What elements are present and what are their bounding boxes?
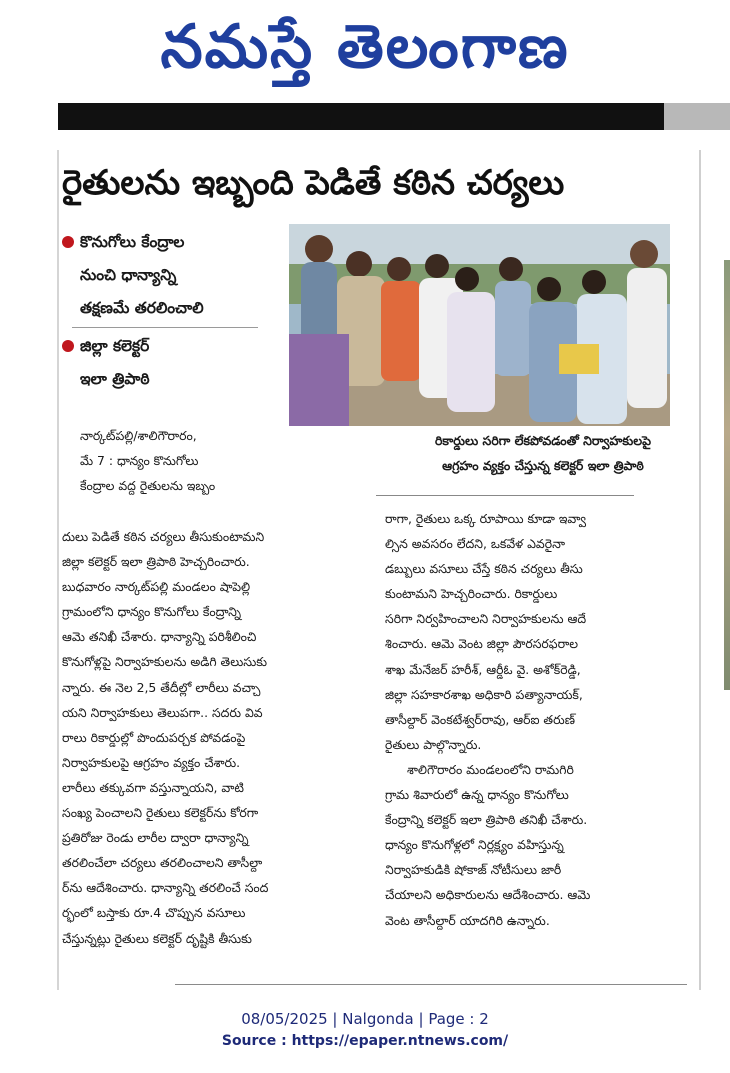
article-bottom-rule: [175, 984, 687, 985]
text-line: తాసీల్దార్ వెంకటేశ్వర్‌రావు, ఆర్ఐ తరుణ్: [385, 711, 575, 727]
adjacent-article-photo: [724, 260, 730, 690]
text-line: రాగా, రైతులు ఒక్క రూపాయి కూడా ఇవ్వా: [385, 511, 587, 526]
article-column-1: [62, 524, 377, 951]
text-line: ల్సిన అవసరం లేదని, ఒకవేళ ఎవరైనా: [385, 536, 565, 552]
text-line: శించారు. ఆమె వెంట జిల్లా పౌరసరఫరాల: [385, 636, 578, 652]
text-line: గ్రామంలోని ధాన్యం కొనుగోలు కేంద్రాన్ని: [62, 604, 242, 620]
page-footer: [0, 1008, 730, 1052]
masthead-black-bar: [58, 103, 664, 130]
masthead-logo: [140, 2, 590, 92]
text-line: సరిగా నిర్వహించాలని నిర్వాహకులను ఆదే: [385, 611, 587, 627]
highlight-line: తక్షణమే తరలించాలి: [80, 299, 204, 317]
text-line: కుంటామని హెచ్చరించారు. రికార్డులు: [385, 586, 558, 602]
text-line: రైతులు పాల్గొన్నారు.: [385, 736, 482, 752]
text-line: ర్‌ను ఆదేశించారు. ధాన్యాన్ని తరలించే సంద: [62, 880, 269, 896]
text-line: న్నారు. ఈ నెల 2,5 తేదీల్లో లారీలు వచ్చా: [62, 679, 261, 695]
photo-caption: [418, 428, 668, 498]
article-headline: రైతులను ఇబ్బంది పెడితే కఠిన చర్యలు: [62, 163, 565, 203]
highlight-line: జిల్లా కలెక్టర్: [80, 337, 150, 355]
text-line: లారీలు తక్కువగా వస్తున్నాయని, వాటి: [62, 779, 244, 795]
caption-line: రికార్డులు సరిగా లేకపోవడంతో నిర్వాహకులపై: [435, 433, 651, 448]
text-line: డబ్బులు వసూలు చేస్తే కఠిన చర్యలు తీసు: [385, 561, 583, 577]
text-line: ఆమె తనిఖీ చేశారు. ధాన్యాన్ని పరిశీలించి: [62, 629, 257, 645]
article-column-2: [385, 506, 690, 933]
text-line: యని నిర్వాహకులు తెలుపగా.. సదరు వివ: [62, 704, 263, 720]
photo-illustration: [289, 224, 670, 426]
text-line: చేస్తున్నట్లు రైతులు కలెక్టర్ దృష్టికి తీసుకు: [62, 930, 252, 946]
text-line: కేంద్రాల వద్ద రైతులను ఇబ్బం: [80, 478, 216, 494]
text-line: శాలిగౌరారం మండలంలోని రామగిరి: [407, 761, 574, 777]
masthead-title: నమస్తే తెలంగాణ: [160, 12, 570, 82]
highlight-line: ఇలా త్రిపాఠి: [80, 370, 150, 388]
highlight-item: [62, 330, 282, 396]
text-line: బుధవారం నార్కట్‌పల్లి మండలం షాపెల్లి: [62, 579, 251, 595]
text-line: సంఖ్య పెంచాలని రైతులు కలెక్టర్‌ను కోరగా: [62, 805, 259, 821]
text-line: మే 7 : ధాన్యం కొనుగోలు: [80, 453, 199, 469]
caption-line: ఆగ్రహం వ్యక్తం చేస్తున్న కలెక్టర్ ఇలా త్రిపాఠి: [442, 458, 644, 473]
text-line: శాఖ మేనేజర్ హరీశ్, ఆర్డీఓ వై. అశోక్‌రెడ్డి,: [385, 661, 581, 677]
text-line: చేయాలని అధికారులను ఆదేశించారు. ఆమె: [385, 887, 591, 903]
text-line: జిల్లా కలెక్టర్ ఇలా త్రిపాఠి హెచ్చరించారు.: [62, 554, 250, 570]
article-column-1-top: [80, 423, 265, 498]
highlight-item: [62, 226, 282, 325]
bullet-icon: [62, 236, 74, 248]
footer-date-line: 08/05/2025 | Nalgonda | Page : 2: [241, 1010, 489, 1028]
masthead-grey-bar: [664, 103, 730, 130]
text-line: గ్రామ శివారులో ఉన్న ధాన్యం కొనుగోలు: [385, 787, 569, 803]
highlights-box: [62, 226, 282, 396]
text-line: కొనుగోళ్లపై నిర్వాహకులను అడిగి తెలుసుకు: [62, 654, 268, 670]
article-photo: [289, 224, 670, 426]
text-line: నార్కట్‌పల్లి/శాలిగౌరారం,: [80, 428, 197, 443]
text-line: వెంట తాసీల్దార్ యాదగిరి ఉన్నారు.: [385, 912, 550, 928]
caption-rule: [376, 495, 634, 496]
text-line: ధాన్యం కొనుగోళ్లలో నిర్లక్ష్యం వహిస్తున్న: [385, 837, 564, 853]
column-separator-left: [57, 150, 59, 990]
text-line: జిల్లా సహకారశాఖ అధికారి పత్యానాయక్,: [385, 686, 583, 702]
text-line: తరలించేలా చర్యలు తరలించాలని తాసీల్దా: [62, 855, 263, 871]
text-line: నిర్వాహకులపై ఆగ్రహం వ్యక్తం చేశారు.: [62, 754, 241, 770]
highlight-line: కొనుగోలు కేంద్రాల: [80, 233, 185, 251]
text-line: దులు పెడితే కఠిన చర్యలు తీసుకుంటామని: [62, 529, 265, 544]
text-line: నిర్వాహకుడికి షోకాజ్ నోటీసులు జారీ: [385, 862, 562, 878]
text-line: ప్రతిరోజు రెండు లారీల ద్వారా ధాన్యాన్ని: [62, 830, 249, 846]
highlight-line: నుంచి ధాన్యాన్ని: [80, 266, 177, 284]
highlight-divider: [72, 327, 258, 328]
footer-source-line: Source : https://epaper.ntnews.com/: [221, 1033, 509, 1049]
text-line: రాలు రికార్డుల్లో పొందుపర్చక పోవడంపై: [62, 729, 246, 745]
column-separator-right: [699, 150, 701, 990]
bullet-icon: [62, 340, 74, 352]
text-line: ర్భంలో బస్తాకు రూ.4 చొప్పున వసూలు: [62, 905, 246, 921]
adjacent-article-strip: [702, 150, 730, 990]
text-line: కేంద్రాన్ని కలెక్టర్ ఇలా త్రిపాఠి తనిఖీ చేశారు.: [385, 812, 588, 828]
